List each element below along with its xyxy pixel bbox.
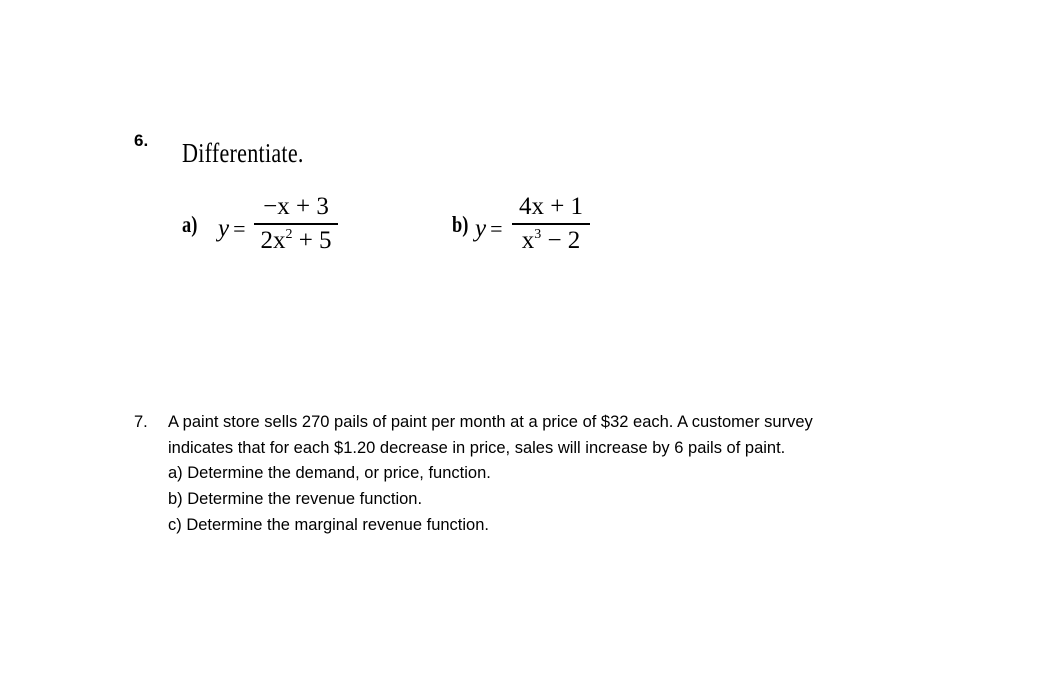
part-b-denominator [522, 227, 581, 255]
part-a-numerator: −x + 3 [263, 193, 329, 220]
question-6-instruction: Differentiate. [182, 138, 304, 168]
part-a-y: y [218, 215, 230, 242]
question-6-number: 6. [134, 131, 149, 150]
question-7-part-c: c) Determine the marginal revenue function. [168, 515, 489, 534]
question-7-line-2: indicates that for each $1.20 decrease in price, sales will increase by 6 pails of paint. [168, 438, 786, 457]
question-7-number: 7. [134, 413, 148, 431]
part-a-fraction-bar [254, 223, 338, 225]
part-b-den-exp: 3 [534, 226, 542, 242]
question-7-text [168, 410, 813, 539]
part-a-equals: = [233, 216, 246, 241]
part-b-den-tail: − 2 [541, 226, 581, 254]
question-7-part-a: a) Determine the demand, or price, function. [168, 464, 491, 483]
part-b-y: y [475, 215, 487, 242]
part-b-lhs [475, 215, 503, 243]
question-7-part-b: b) Determine the revenue function. [168, 490, 423, 509]
part-b-label: b) [452, 212, 469, 237]
part-b-numerator: 4x + 1 [518, 193, 584, 220]
part-b-equals: = [490, 216, 503, 241]
part-b-den-base: x [521, 226, 535, 254]
part-a-den-exp: 2 [285, 226, 293, 242]
part-b-fraction [512, 193, 590, 255]
part-a-den-base: 2x [260, 226, 286, 254]
part-a-den-tail: + 5 [292, 226, 332, 254]
question-7-line-1: A paint store sells 270 pails of paint per month at a price of $32 each. A customer survey [168, 413, 813, 431]
part-a-denominator [260, 227, 331, 255]
part-a-label: a) [182, 212, 198, 237]
part-a-lhs [218, 215, 246, 243]
part-a-fraction [254, 193, 338, 255]
part-b-fraction-bar [512, 223, 590, 225]
